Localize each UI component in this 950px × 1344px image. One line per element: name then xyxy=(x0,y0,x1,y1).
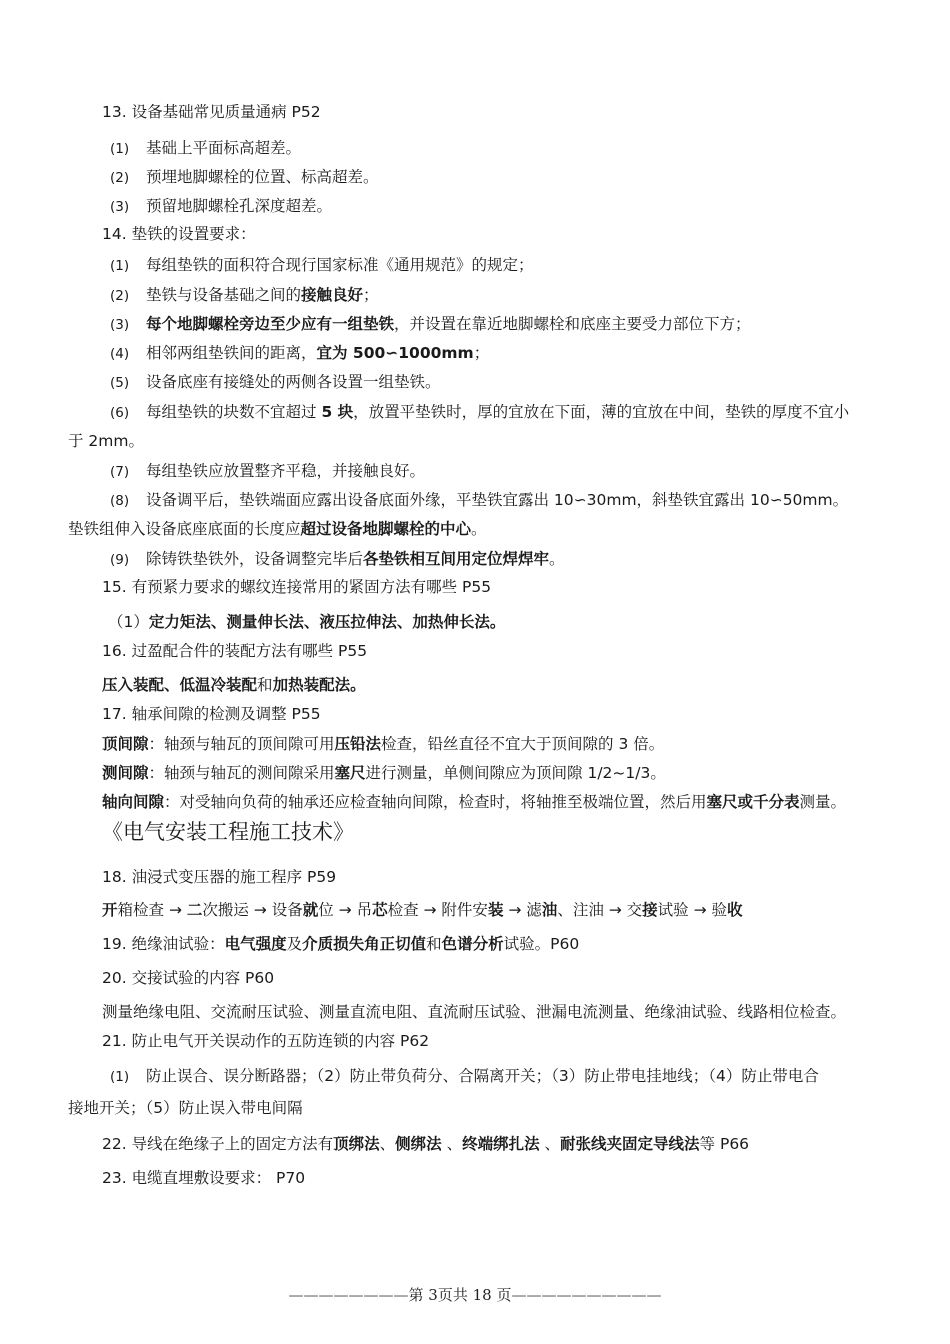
q14-item-3: (3) 每个地脚螺栓旁边至少应有一组垫铁，并设置在靠近地脚螺栓和底座主要受力部位下方； xyxy=(110,315,751,333)
q19-line: 19. 绝缘油试验：电气强度及介质损失角正切值和色谱分析试验。P60 xyxy=(102,935,580,953)
q17-side-clearance: 测间隙：轴颈与轴瓦的测间隙采用塞尺进行测量，单侧间隙应为顶间隙 1/2~1/3。 xyxy=(102,764,666,782)
q18-answer: 开箱检查 → 二次搬运 → 设备就位 → 吊芯检查 → 附件安装 → 滤油、注油 → 交接试验 → 验收 xyxy=(102,901,743,919)
q13-item-2: (2) 预埋地脚螺栓的位置、标高超差。 xyxy=(110,168,379,186)
q14-title: 14. 垫铁的设置要求： xyxy=(102,225,256,243)
q20-title: 20. 交接试验的内容 P60 xyxy=(102,969,275,987)
q15-title: 15. 有预紧力要求的螺纹连接常用的紧固方法有哪些 P55 xyxy=(102,578,492,596)
q14-item-4: (4) 相邻两组垫铁间的距离，宜为 500∽1000mm； xyxy=(110,344,490,362)
section-heading: 《电气安装工程施工技术》 xyxy=(102,820,354,844)
q15-answer: （1）定力矩法、测量伸长法、液压拉伸法、加热伸长法。 xyxy=(108,613,506,631)
q22-line: 22. 导线在绝缘子上的固定方法有顶绑法、侧绑法 、终端绑扎法 、耐张线夹固定导线法等 P66 xyxy=(102,1135,750,1153)
q14-item-1: (1) 每组垫铁的面积符合现行国家标准《通用规范》的规定； xyxy=(110,256,534,274)
q16-title: 16. 过盈配合件的装配方法有哪些 P55 xyxy=(102,642,368,660)
q17-title: 17. 轴承间隙的检测及调整 P55 xyxy=(102,705,321,723)
q17-axial-clearance: 轴向间隙：对受轴向负荷的轴承还应检查轴向间隙，检查时，将轴推至极端位置，然后用塞尺或千分表测量。 xyxy=(102,793,847,811)
q17-top-clearance: 顶间隙：轴颈与轴瓦的顶间隙可用压铅法检查，铅丝直径不宜大于顶间隙的 3 倍。 xyxy=(102,735,665,753)
q14-item-7: (7) 每组垫铁应放置整齐平稳，并接触良好。 xyxy=(110,462,426,480)
q13-title: 13. 设备基础常见质量通病 P52 xyxy=(102,103,321,121)
q16-answer: 压入装配、低温冷装配和加热装配法。 xyxy=(102,676,366,694)
q21-answer: (1) 防止误合、误分断路器；（2）防止带负荷分、合隔离开关；（3）防止带电挂地线；（4）防止带电合 xyxy=(110,1067,819,1085)
q14-item-5: (5) 设备底座有接缝处的两侧各设置一组垫铁。 xyxy=(110,373,441,391)
page-number: 第 3页共 18 页 xyxy=(408,1286,512,1304)
q20-answer: 测量绝缘电阻、交流耐压试验、测量直流电阻、直流耐压试验、泄漏电流测量、绝缘油试验、线路相位检查。 xyxy=(102,1003,847,1021)
q21-answer-cont: 接地开关；（5）防止误入带电间隔 xyxy=(68,1099,303,1117)
q14-item-6-cont: 于 2mm。 xyxy=(68,432,144,450)
q14-item-2: (2) 垫铁与设备基础之间的接触良好； xyxy=(110,286,379,304)
q13-item-3: (3) 预留地脚螺栓孔深度超差。 xyxy=(110,197,333,215)
q14-item-8-cont: 垫铁组伸入设备底座底面的长度应超过设备地脚螺栓的中心。 xyxy=(68,520,487,538)
q18-title: 18. 油浸式变压器的施工程序 P59 xyxy=(102,868,337,886)
q14-item-8: (8) 设备调平后，垫铁端面应露出设备底面外缘，平垫铁宜露出 10∽30mm，斜垫铁宜露出 10∽50mm。 xyxy=(110,491,849,509)
q14-item-9: (9) 除铸铁垫铁外，设备调整完毕后各垫铁相互间用定位焊焊牢。 xyxy=(110,550,565,568)
q21-title: 21. 防止电气开关误动作的五防连锁的内容 P62 xyxy=(102,1032,430,1050)
q23-title: 23. 电缆直埋敷设要求： P70 xyxy=(102,1169,306,1187)
q14-item-6: (6) 每组垫铁的块数不宜超过 5 块，放置平垫铁时，厚的宜放在下面，薄的宜放在中间，垫铁的厚度不宜小 xyxy=(110,403,850,421)
q13-item-1: (1) 基础上平面标高超差。 xyxy=(110,139,302,157)
page-footer: ————————第 3页共 18 页—————————— xyxy=(288,1286,662,1304)
